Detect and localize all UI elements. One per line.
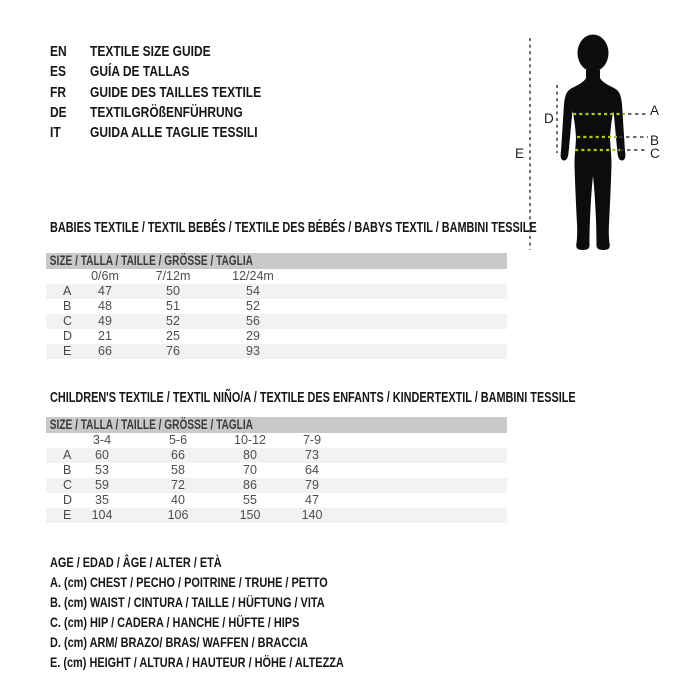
size-header-text: SIZE / TALLA / TAILLE / GRÖSSE / TAGLIA [49, 417, 253, 432]
col-header: 0/6m [91, 269, 119, 283]
size-header-bar [46, 417, 507, 433]
babies-section-title: BABIES TEXTILE / TEXTIL BEBÉS / TEXTILE DES BÉBÉS / BABYS TEXTIL / BAMBINI TESSILE [50, 220, 537, 236]
children-section-title: CHILDREN'S TEXTILE / TEXTIL NIÑO/A / TEXTILE DES ENFANTS / KINDERTEXTIL / BAMBINI TESSILE [50, 390, 576, 406]
lang-code: IT [50, 124, 61, 142]
lang-code: DE [50, 103, 67, 121]
lang-row-it [50, 123, 261, 143]
table-row: E 104 106 150 140 [46, 508, 507, 523]
lang-code: ES [50, 63, 67, 81]
row-label: E [46, 344, 78, 359]
legend-hip-line: C. (cm) HIP / CADERA / HANCHE / HÜFTE / HIPS [50, 614, 300, 630]
row-label: B [63, 463, 72, 477]
legend-waist-line: B. (cm) WAIST / CINTURA / TAILLE / HÜFTUNG / VITA [50, 594, 325, 610]
label-hip: C [650, 146, 660, 161]
col-header: 12/24m [232, 269, 274, 283]
table-row: A 60 66 80 73 [46, 448, 507, 463]
legend-chest-line: A. (cm) CHEST / PECHO / POITRINE / TRUHE / PETTO [50, 574, 328, 590]
row-label: E [46, 508, 78, 523]
lang-title: TEXTILE SIZE GUIDE [90, 43, 211, 60]
row-label: A [46, 448, 78, 463]
row-label: A [46, 284, 78, 299]
column-header-row [46, 433, 507, 448]
table-row: C 49 52 56 [46, 314, 507, 329]
lang-code: EN [50, 43, 67, 60]
size-header-bar [46, 253, 507, 269]
label-chest: A [650, 103, 660, 118]
col-header: 10-12 [234, 433, 266, 447]
row-label: D [63, 329, 73, 343]
child-body-silhouette [561, 70, 626, 250]
column-header-row [46, 269, 507, 284]
measurement-legend [50, 552, 427, 672]
row-label: C [46, 314, 78, 329]
row-label: D [63, 493, 73, 507]
table-row: C 59 72 86 79 [46, 478, 507, 493]
lang-row-es [50, 62, 261, 82]
lang-title: GUÍA DE TALLAS [90, 63, 190, 81]
children-size-table [46, 417, 507, 523]
label-arm: D [544, 111, 554, 126]
legend-arm-line: D. (cm) ARM/ BRAZO/ BRAS/ WAFFEN / BRACCIA [50, 634, 309, 650]
col-header: 3-4 [92, 433, 112, 447]
table-row: B 53 58 70 64 [46, 463, 507, 478]
table-row: B 48 51 52 [46, 299, 507, 314]
babies-size-table [46, 253, 507, 359]
table-row: D 35 40 55 47 [46, 493, 507, 508]
language-title-list [50, 42, 314, 143]
lang-row-de [50, 103, 261, 123]
label-waist: B [650, 133, 660, 148]
legend-age-line: AGE / EDAD / ÂGE / ALTER / ETÀ [50, 554, 222, 570]
row-label: B [63, 299, 72, 313]
legend-height-line: E. (cm) HEIGHT / ALTURA / HAUTEUR / HÖHE / ALTEZZA [50, 654, 344, 670]
col-header: 5-6 [168, 433, 188, 447]
table-row: A 47 50 54 [46, 284, 507, 299]
col-header: 7/12m [155, 269, 191, 283]
lang-row-en [50, 42, 261, 62]
child-head-silhouette [578, 35, 609, 72]
size-header-text: SIZE / TALLA / TAILLE / GRÖSSE / TAGLIA [49, 253, 253, 268]
table-row: D 21 25 29 [46, 329, 507, 344]
lang-title: TEXTILGRÖßENFÜHRUNG [90, 103, 243, 121]
row-label: C [46, 478, 78, 493]
lang-code: FR [50, 83, 66, 101]
lang-title: GUIDA ALLE TAGLIE TESSILI [90, 124, 258, 142]
label-height: E [515, 146, 525, 161]
lang-title: GUIDE DES TAILLES TEXTILE [90, 83, 262, 101]
table-row: E 66 76 93 [46, 344, 507, 359]
col-header: 7-9 [302, 433, 322, 447]
lang-row-fr [50, 83, 261, 103]
